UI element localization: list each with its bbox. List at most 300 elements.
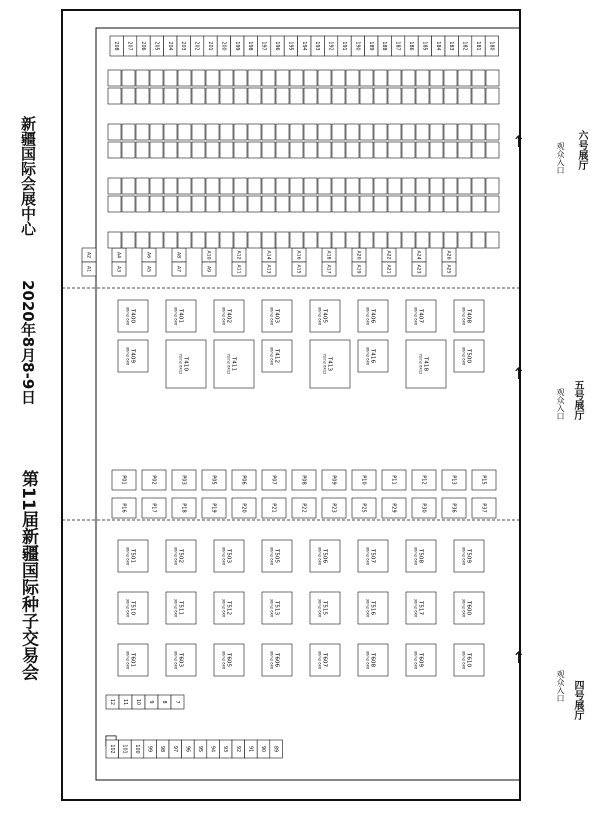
booth-cell	[262, 178, 275, 194]
booth-cell	[234, 142, 247, 158]
booth-cell	[444, 232, 457, 248]
booth-a-row	[142, 262, 156, 276]
booth-t	[262, 540, 292, 572]
booth-a-row	[412, 248, 426, 262]
booth-cell	[164, 196, 177, 212]
hall-4-label: 四号展厅	[572, 680, 583, 720]
booth-cell	[234, 88, 247, 104]
booth-label: A8	[175, 251, 181, 259]
booth-cell	[220, 70, 233, 86]
booth-label: P13	[450, 475, 457, 485]
booth-size-label: 72m2 6X12	[178, 353, 183, 375]
booth-size-label: 36m2 6X6	[173, 306, 178, 326]
booth-size-label: 36m2 6X6	[173, 598, 178, 618]
booth-label: P36	[450, 503, 457, 513]
booth-t	[118, 300, 148, 332]
booth-p	[142, 498, 166, 518]
booth-cell	[346, 196, 359, 212]
booth-label: 93	[222, 745, 228, 753]
booth-a-row	[292, 262, 306, 276]
booth-cell	[234, 70, 247, 86]
booth-label: 194	[300, 41, 306, 51]
booth-p	[442, 470, 466, 490]
booth-cell	[136, 232, 149, 248]
booth-top-strip	[458, 36, 471, 56]
booth-cell	[248, 178, 261, 194]
booth-size-label: 36m2 6X6	[317, 650, 322, 670]
booth-cell	[136, 70, 149, 86]
booth-cell	[248, 88, 261, 104]
booth-a-row	[412, 262, 426, 276]
booth-label: 8	[161, 700, 166, 704]
booth-cell	[388, 70, 401, 86]
booth-cell	[388, 142, 401, 158]
booth-cell	[262, 232, 275, 248]
booth-label: A16	[295, 250, 301, 260]
booth-cell	[290, 88, 303, 104]
booth-cell	[444, 124, 457, 140]
booth-top-strip	[311, 36, 324, 56]
booth-cell	[248, 142, 261, 158]
booth-label: P11	[390, 475, 397, 485]
booth-t	[118, 592, 148, 624]
booth-label: 182	[461, 41, 467, 51]
booth-cell	[276, 70, 289, 86]
booth-label: T405	[321, 308, 328, 324]
booth-bottom-strip	[169, 740, 182, 758]
booth-label: 203	[180, 41, 186, 51]
booth-cell	[430, 178, 443, 194]
booth-top-strip	[432, 36, 445, 56]
booth-cell	[430, 196, 443, 212]
booth-cell	[430, 232, 443, 248]
booth-label: P05	[210, 475, 217, 485]
booth-label: P12	[420, 475, 427, 485]
booth-p	[412, 498, 436, 518]
booth-t	[214, 592, 244, 624]
booth-cell	[164, 124, 177, 140]
booth-t	[262, 300, 292, 332]
booth-label: 188	[381, 41, 387, 51]
booth-label: P19	[210, 503, 217, 513]
booth-cell	[164, 178, 177, 194]
booth-label: T513	[273, 600, 280, 616]
booth-cell	[206, 142, 219, 158]
booth-cell	[374, 124, 387, 140]
booth-label: P29	[390, 503, 397, 513]
booth-cell	[416, 88, 429, 104]
booth-size-label: 36m2 6X6	[317, 306, 322, 326]
booth-t	[358, 340, 388, 372]
booth-a-row	[262, 262, 276, 276]
booth-bottom-strip	[182, 740, 195, 758]
booth-label: 199	[233, 41, 239, 51]
booth-top-strip	[405, 36, 418, 56]
booth-bottom-strip	[245, 740, 258, 758]
booth-label: 196	[274, 41, 279, 51]
booth-t	[166, 340, 206, 388]
booth-label: 12	[109, 698, 114, 706]
booth-a-row	[112, 262, 126, 276]
booth-top-strip	[351, 36, 364, 56]
booth-bottom-strip	[232, 740, 245, 758]
booth-label: 189	[367, 41, 373, 51]
entrance-arrow-icon: ↑	[512, 132, 526, 151]
booth-cell	[486, 196, 499, 212]
booth-label: P16	[120, 503, 127, 513]
booth-p	[232, 470, 256, 490]
booth-label: P17	[150, 503, 157, 513]
booth-cell	[178, 232, 191, 248]
booth-cell	[276, 124, 289, 140]
booth-cell	[248, 124, 261, 140]
booth-cell	[178, 142, 191, 158]
booth-bottom-strip	[219, 740, 232, 758]
booth-size-label: 36m2 6X6	[221, 650, 226, 670]
booth-cell	[304, 70, 317, 86]
booth-cell	[276, 196, 289, 212]
booth-cell	[444, 196, 457, 212]
booth-cell	[458, 196, 471, 212]
booth-t	[166, 592, 196, 624]
booth-label: P10	[360, 475, 367, 485]
booth-cell	[402, 178, 415, 194]
booth-label: 100	[134, 744, 139, 754]
booth-size-label: 36m2 6X6	[125, 650, 130, 670]
booth-cell	[458, 124, 471, 140]
booth-a-row	[322, 262, 336, 276]
booth-cell	[332, 70, 345, 86]
booth-cell	[262, 70, 275, 86]
booth-cell	[360, 88, 373, 104]
booth-bottom-strip	[270, 740, 283, 758]
booth-label: A5	[145, 265, 151, 273]
booth-label: T606	[273, 652, 280, 668]
booth-label: 98	[159, 745, 165, 753]
booth-label: P15	[480, 475, 487, 485]
booth-label: T508	[417, 548, 424, 564]
booth-cell	[108, 124, 121, 140]
booth-cell	[122, 142, 135, 158]
booth-label: 207	[126, 41, 132, 51]
booth-cell	[192, 142, 205, 158]
booth-label: P20	[240, 503, 247, 513]
booth-cell	[178, 124, 191, 140]
booth-t	[406, 340, 446, 388]
booth-label: 180	[488, 41, 494, 51]
booth-cell	[206, 232, 219, 248]
booth-cell	[374, 196, 387, 212]
booth-cell	[108, 142, 121, 158]
booth-label: T507	[369, 548, 376, 564]
booth-cell	[402, 196, 415, 212]
booth-cell	[206, 196, 219, 212]
booth-label: A21	[385, 264, 391, 274]
booth-cell	[430, 124, 443, 140]
booth-cell	[276, 178, 289, 194]
booth-cell	[388, 124, 401, 140]
booth-label: P23	[330, 503, 337, 513]
booth-label: T408	[465, 308, 472, 324]
booth-label: P18	[180, 503, 187, 513]
booth-top-strip	[217, 36, 230, 56]
booth-label: T416	[369, 348, 376, 364]
booth-label: T610	[465, 652, 472, 668]
booth-cell	[444, 88, 457, 104]
booth-top-strip	[123, 36, 136, 56]
booth-top-strip	[365, 36, 378, 56]
booth-top-strip	[271, 36, 284, 56]
booth-cell	[206, 70, 219, 86]
booth-t	[214, 540, 244, 572]
booth-label: 102	[108, 744, 114, 754]
booth-label: 10	[135, 698, 140, 706]
booth-cell	[220, 178, 233, 194]
booth-t	[454, 540, 484, 572]
booth-cell	[374, 232, 387, 248]
booth-p	[202, 470, 226, 490]
booth-cell	[290, 232, 303, 248]
booth-t	[358, 644, 388, 676]
booth-cell	[332, 124, 345, 140]
booth-cell	[304, 142, 317, 158]
booth-cell	[444, 142, 457, 158]
booth-top-strip	[418, 36, 431, 56]
booth-label: T517	[417, 600, 424, 616]
booth-cell	[458, 178, 471, 194]
booth-t	[454, 300, 484, 332]
booth-p	[472, 470, 496, 490]
booth-cell	[388, 196, 401, 212]
booth-a-row	[142, 248, 156, 262]
booth-a-row	[352, 248, 366, 262]
booth-label: 208	[113, 41, 119, 51]
booth-label: 202	[193, 41, 199, 51]
booth-label: T500	[465, 348, 472, 364]
booth-label: 190	[354, 41, 360, 51]
booth-top-strip	[137, 36, 150, 56]
booth-cell	[290, 142, 303, 158]
booth-cell	[416, 196, 429, 212]
booth-top-strip	[378, 36, 391, 56]
booth-label: P07	[270, 475, 277, 485]
booth-t	[262, 592, 292, 624]
booth-cell	[332, 232, 345, 248]
booth-cell	[486, 178, 499, 194]
booth-cell	[150, 88, 163, 104]
booth-top-strip	[324, 36, 337, 56]
booth-cell	[248, 196, 261, 212]
booth-cell	[472, 88, 485, 104]
booth-cell	[318, 88, 331, 104]
booth-label: P37	[480, 503, 487, 513]
booth-cell	[150, 124, 163, 140]
booth-cell	[108, 70, 121, 86]
booth-cell	[318, 232, 331, 248]
booth-a-row	[232, 248, 246, 262]
booth-cell	[234, 178, 247, 194]
booth-size-label: 36m2 6X6	[269, 598, 274, 618]
booth-bottom-strip	[156, 740, 169, 758]
booth-cell	[136, 142, 149, 158]
booth-label: 95	[197, 745, 202, 753]
booth-bottom-strip	[119, 740, 132, 758]
booth-layer	[82, 36, 499, 758]
booth-size-label: 36m2 6X6	[317, 546, 322, 566]
booth-t	[262, 340, 292, 372]
booth-bottom-strip	[207, 740, 220, 758]
booth-cell	[304, 124, 317, 140]
booth-label: P06	[240, 475, 247, 485]
booth-label: 7	[174, 700, 179, 704]
booth-cell	[248, 70, 261, 86]
booth-cell	[206, 124, 219, 140]
booth-label: 197	[260, 41, 266, 51]
booth-a-row	[82, 262, 96, 276]
booth-label: 193	[314, 41, 320, 51]
booth-label: T506	[321, 548, 328, 564]
booth-cell	[388, 178, 401, 194]
booth-a-row	[262, 248, 276, 262]
booth-cell	[136, 196, 149, 212]
booth-cell	[402, 232, 415, 248]
booth-label: 184	[434, 41, 440, 51]
booth-cell	[220, 196, 233, 212]
booth-p	[112, 498, 136, 518]
booth-label: 101	[121, 744, 127, 754]
booth-cell	[192, 88, 205, 104]
booth-a-row	[382, 262, 396, 276]
booth-cell	[346, 124, 359, 140]
booth-cell	[108, 178, 121, 194]
booth-label: A3	[115, 265, 121, 273]
booth-a-row	[352, 262, 366, 276]
booth-label: A12	[235, 250, 241, 260]
booth-top-strip	[338, 36, 351, 56]
booth-label: T511	[177, 600, 184, 616]
booth-size-label: 36m2 6X6	[269, 650, 274, 670]
booth-top-strip	[150, 36, 163, 56]
booth-cell	[458, 88, 471, 104]
booth-label: 186	[408, 41, 413, 51]
booth-cell	[486, 232, 499, 248]
booth-size-label: 72m2 6X12	[418, 353, 423, 375]
booth-t	[166, 644, 196, 676]
booth-cell	[192, 178, 205, 194]
booth-cell	[290, 196, 303, 212]
booth-label: A22	[385, 250, 391, 260]
booth-size-label: 36m2 6X6	[221, 306, 226, 326]
booth-label: T605	[225, 652, 232, 668]
booth-left-strip	[158, 695, 171, 709]
booth-label: 185	[421, 41, 427, 51]
booth-cell	[276, 232, 289, 248]
booth-label: T403	[273, 308, 280, 324]
booth-left-strip	[132, 695, 145, 709]
booth-cell	[122, 70, 135, 86]
booth-label: A10	[205, 250, 211, 260]
expo-title: 第11届新疆国际种子交易会	[18, 470, 38, 681]
booth-cell	[262, 142, 275, 158]
booth-cell	[360, 142, 373, 158]
booth-label: T603	[177, 652, 184, 668]
booth-cell	[346, 88, 359, 104]
booth-label: T412	[273, 348, 280, 364]
booth-a-row	[442, 248, 456, 262]
booth-cell	[164, 232, 177, 248]
booth-t	[310, 540, 340, 572]
booth-cell	[108, 88, 121, 104]
booth-p	[352, 470, 376, 490]
booth-size-label: 36m2 6X6	[125, 598, 130, 618]
booth-label: T505	[273, 548, 280, 564]
booth-size-label: 36m2 6X6	[365, 546, 370, 566]
booth-cell	[444, 70, 457, 86]
booth-label: A6	[145, 251, 151, 259]
booth-a-row	[292, 248, 306, 262]
booth-size-label: 36m2 6X6	[365, 306, 370, 326]
booth-label: T512	[225, 600, 232, 616]
booth-cell	[304, 232, 317, 248]
booth-cell	[122, 178, 135, 194]
booth-cell	[108, 196, 121, 212]
booth-cell	[416, 232, 429, 248]
booth-label: 198	[247, 41, 253, 51]
booth-label: 201	[207, 41, 212, 51]
booth-cell	[178, 196, 191, 212]
booth-size-label: 72m2 6X12	[226, 353, 231, 375]
booth-p	[352, 498, 376, 518]
booth-label: P03	[180, 475, 187, 485]
booth-t	[358, 540, 388, 572]
booth-label: T515	[321, 600, 328, 616]
booth-cell	[472, 178, 485, 194]
booth-cell	[346, 178, 359, 194]
booth-top-strip	[391, 36, 404, 56]
booth-cell	[290, 124, 303, 140]
booth-t	[118, 540, 148, 572]
booth-t	[310, 340, 350, 388]
booth-t	[406, 644, 436, 676]
booth-label: P22	[300, 503, 307, 513]
booth-cell	[472, 70, 485, 86]
booth-p	[112, 470, 136, 490]
booth-cell	[136, 178, 149, 194]
booth-label: T418	[422, 356, 429, 372]
booth-cell	[374, 70, 387, 86]
entrance-arrow-icon: ↑	[512, 364, 526, 383]
booth-label: T509	[465, 548, 472, 564]
booth-cell	[234, 196, 247, 212]
booth-left-strip	[145, 695, 158, 709]
booth-a-row	[202, 248, 216, 262]
booth-t	[406, 540, 436, 572]
booth-label: T601	[129, 652, 136, 668]
booth-cell	[192, 196, 205, 212]
booth-cell	[374, 178, 387, 194]
booth-cell	[486, 124, 499, 140]
booth-size-label: 36m2 6X6	[221, 546, 226, 566]
booth-label: P08	[300, 475, 307, 485]
booth-cell	[332, 88, 345, 104]
booth-cell	[248, 232, 261, 248]
booth-cell	[458, 142, 471, 158]
booth-label: A25	[445, 264, 451, 274]
booth-label: 11	[122, 698, 127, 706]
booth-size-label: 36m2 6X6	[125, 346, 130, 366]
booth-cell	[402, 70, 415, 86]
booth-p	[292, 498, 316, 518]
